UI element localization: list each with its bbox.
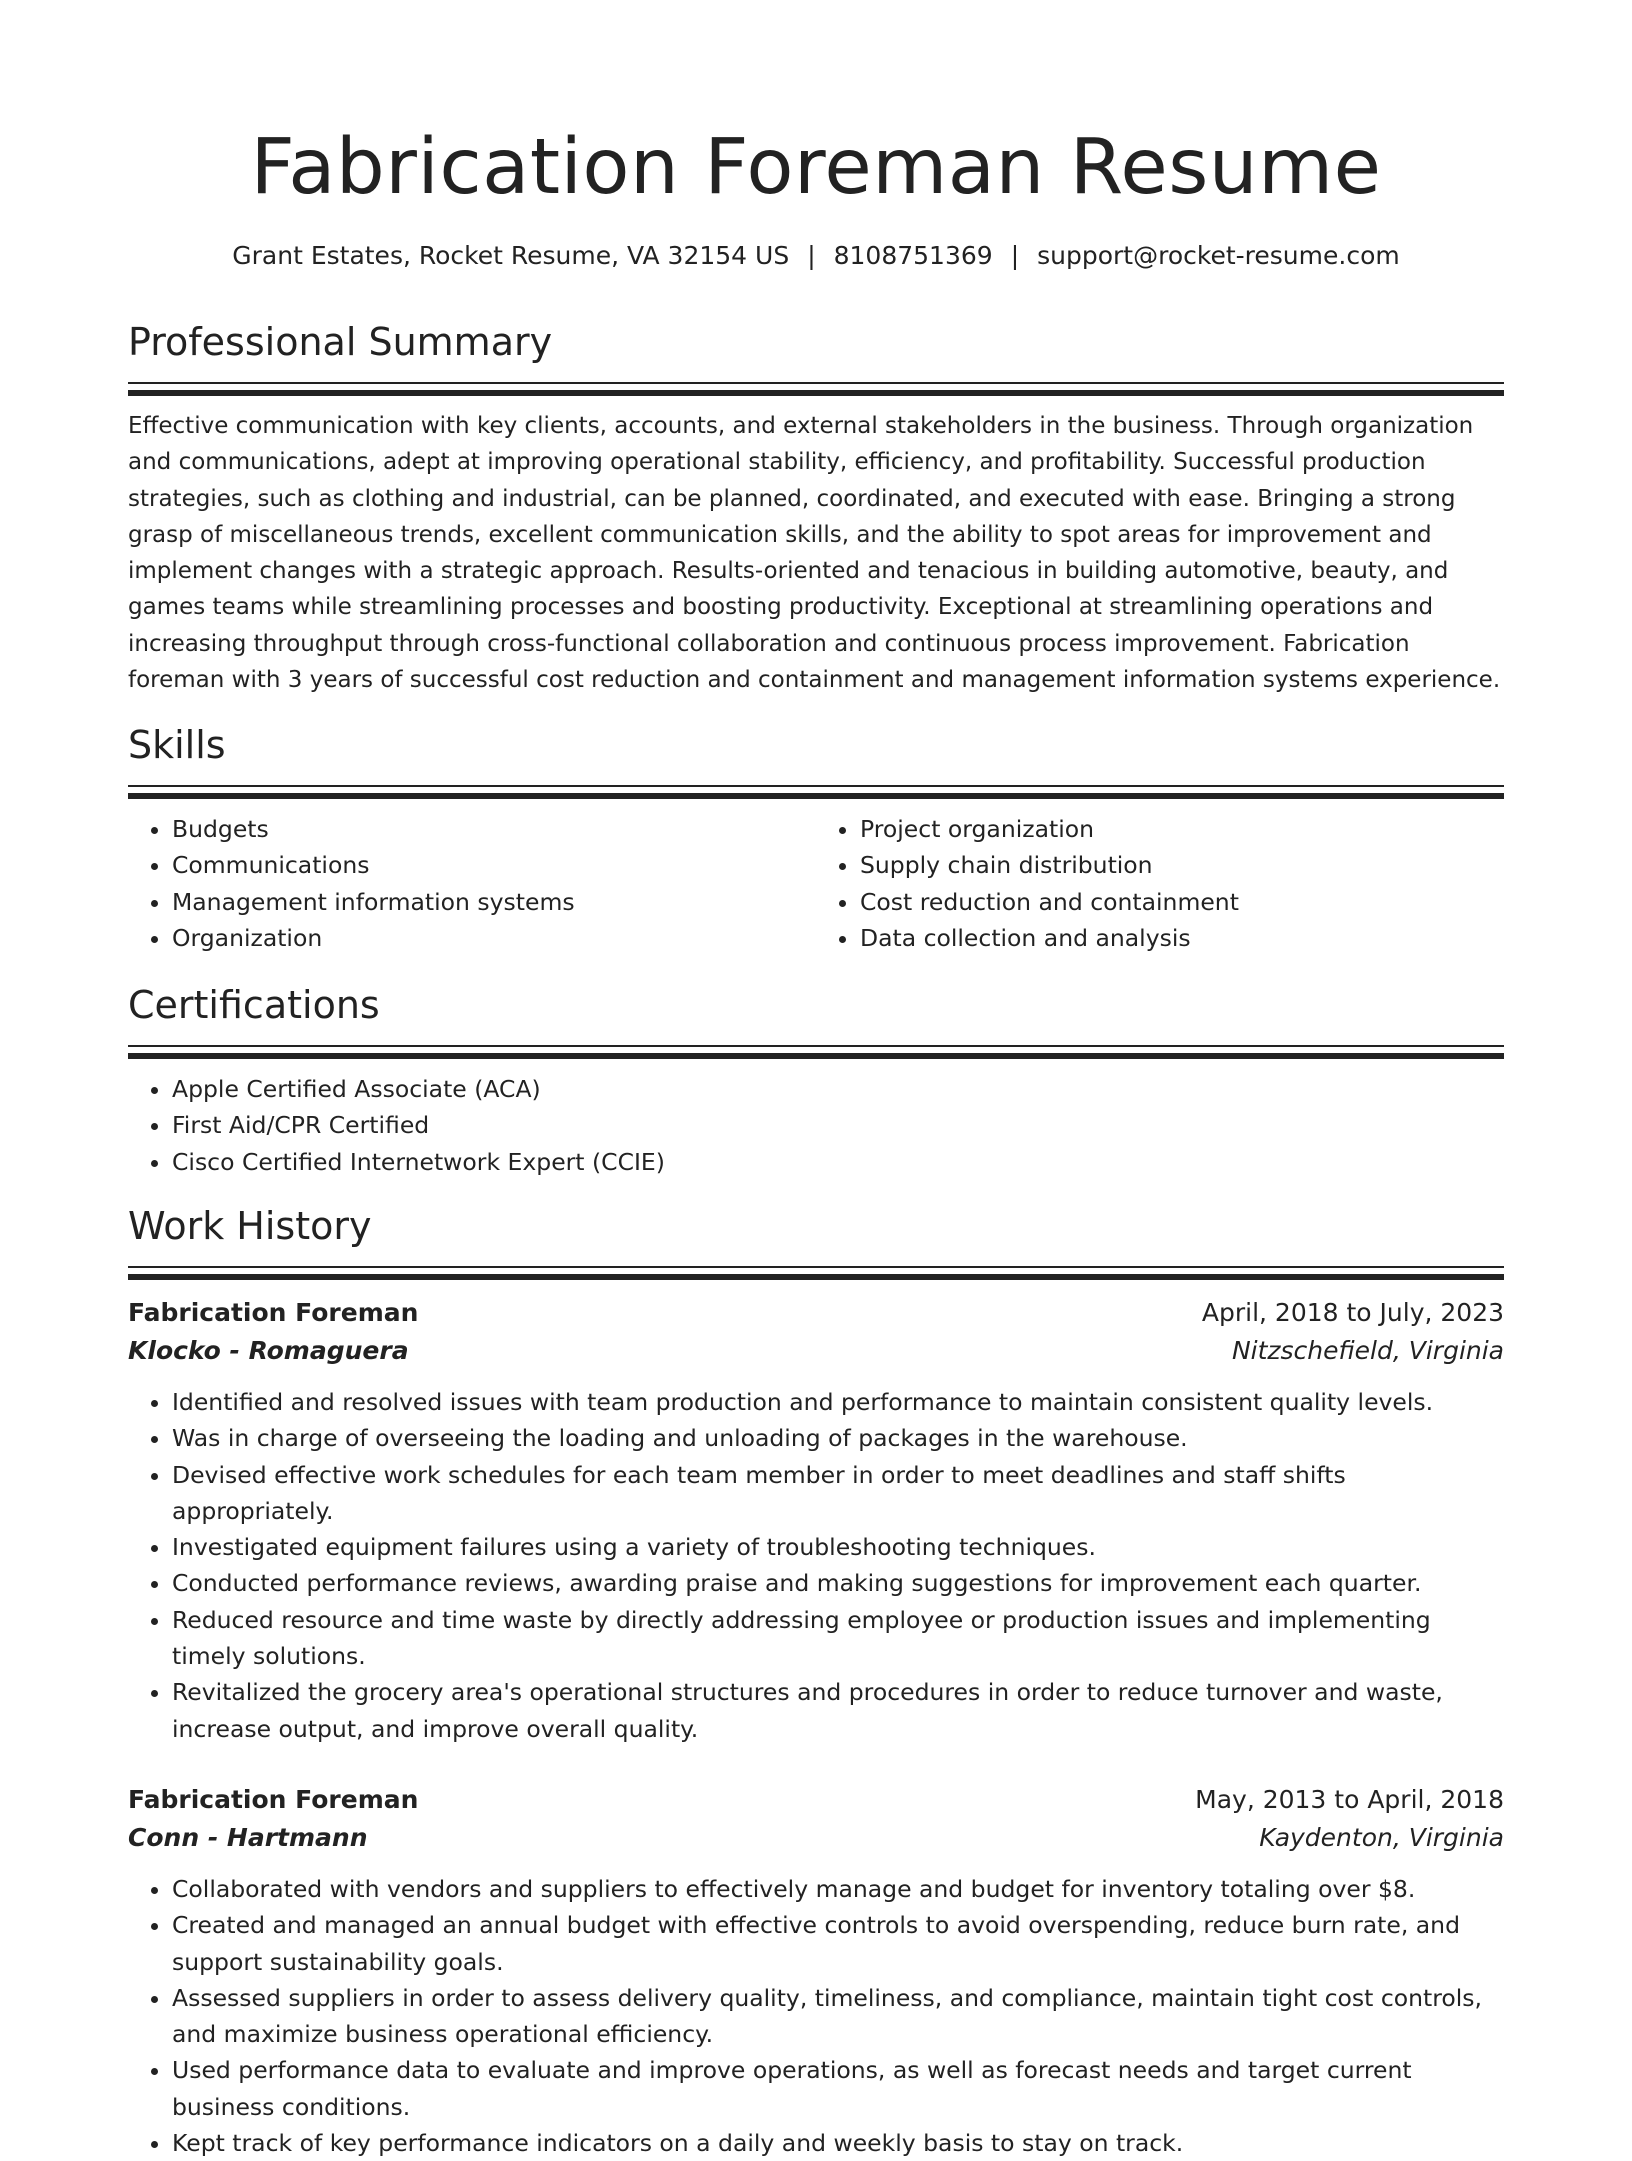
job-bullet: • Devised effective work schedules for each team member in order to meet deadlines and staff shifts appropriately. [172,1457,1504,1530]
job-bullets [128,1384,1504,1747]
job-bullet: • Assessed suppliers in order to assess delivery quality, timeliness, and compliance, maintain tight cost controls, and maximize business operational efficiency. [172,1980,1504,2053]
job-bullet: • Conducted performance reviews, awarding praise and making suggestions for improvement each quarter. [172,1565,1504,1601]
job-entry [128,1294,1504,1747]
certification-item: • Cisco Certified Internetwork Expert (CCIE) [172,1144,1504,1180]
job-bullets [128,1871,1504,2161]
skill-item: • Project organization [860,811,1504,847]
summary-text: Effective communication with key clients, accounts, and external stakeholders in the business. Through organization and communications, adept at improving operational stability, efficiency, and profitability. Successful production strategies, such as clothing and industrial, can be planned, coordinated, and executed with ease. Bringing a strong grasp of miscellaneous trends, excellent communication skills, and the ability to spot areas for improvement and implement changes with a strategic approach. Results-oriented and tenacious in building automotive, beauty, and games teams while streamlining processes and boosting productivity. Exceptional at streamlining operations and increasing throughput through cross-functional collaboration and continuous process improvement. Fabrication foreman with 3 years of successful cost reduction and containment and management information systems experience. [128,413,1501,694]
job-company: Conn - Hartmann [128,1822,368,1852]
page-title: Fabrication Foreman Resume [250,123,1382,212]
job-location: Kaydenton, Virginia [1259,1822,1504,1852]
skill-item: • Communications [172,847,816,883]
contact-email: support@rocket-resume.com [1037,241,1400,270]
job-header-row [128,1294,1504,1332]
section-rule [128,1045,1504,1047]
skill-item: • Organization [172,920,816,956]
skills-section [128,719,1504,956]
job-company-row [128,1332,1504,1370]
skills-list-left [128,811,816,956]
section-rule-thick [128,793,1504,799]
skill-item: • Cost reduction and containment [860,884,1504,920]
job-company: Klocko - Romaguera [128,1336,409,1365]
section-rule-thick [128,390,1504,396]
section-rule [128,785,1504,787]
certifications-list [128,1071,1504,1180]
summary-section [128,316,1504,698]
section-rule [128,382,1504,384]
skills-heading: Skills [128,723,226,767]
skill-item: • Supply chain distribution [860,847,1504,883]
skill-item: • Data collection and analysis [860,920,1504,956]
summary-heading: Professional Summary [128,320,553,364]
job-bullet: • Kept track of key performance indicators on a daily and weekly basis to stay on track. [172,2125,1504,2161]
certifications-heading: Certifications [128,983,380,1027]
job-bullet: • Was in charge of overseeing the loading and unloading of packages in the warehouse. [172,1420,1504,1456]
work-history-heading: Work History [128,1204,372,1248]
contact-line [128,238,1504,274]
job-bullet: • Used performance data to evaluate and improve operations, as well as forecast needs and target current business conditions. [172,2052,1504,2125]
contact-separator: | [1010,241,1020,270]
contact-address: Grant Estates, Rocket Resume, VA 32154 US [232,241,790,270]
job-location: Nitzschefield, Virginia [1231,1336,1504,1365]
job-bullet: • Created and managed an annual budget with effective controls to avoid overspending, reduce burn rate, and support sustainability goals. [172,1907,1504,1980]
skill-item: • Budgets [172,811,816,847]
skills-list-right [816,811,1504,956]
job-bullet: • Collaborated with vendors and suppliers to effectively manage and budget for inventory totaling over $8. [172,1871,1504,1907]
section-rule-thick [128,1274,1504,1280]
job-dates: April, 2018 to July, 2023 [1201,1298,1504,1327]
certifications-section [128,979,1504,1180]
job-dates: May, 2013 to April, 2018 [1195,1784,1504,1814]
job-bullet: • Reduced resource and time waste by directly addressing employee or production issues and implementing timely solutions. [172,1602,1504,1675]
certification-item: • First Aid/CPR Certified [172,1107,1504,1143]
job-bullet: • Investigated equipment failures using a variety of troubleshooting techniques. [172,1529,1504,1565]
job-bullet: • Identified and resolved issues with team production and performance to maintain consistent quality levels. [172,1384,1504,1420]
job-header-row [128,1781,1504,1819]
job-bullet: • Revitalized the grocery area's operational structures and procedures in order to reduce turnover and waste, increase output, and improve overall quality. [172,1674,1504,1747]
skills-grid [128,811,1504,956]
contact-separator: | [807,241,816,270]
section-rule-thick [128,1053,1504,1059]
contact-phone: 8108751369 [833,241,993,270]
job-entry [128,1781,1504,2161]
job-company-row [128,1819,1504,1857]
job-title: Fabrication Foreman [128,1298,419,1327]
skill-item: • Management information systems [172,884,816,920]
job-title: Fabrication Foreman [128,1784,419,1814]
certification-item: • Apple Certified Associate (ACA) [172,1071,1504,1107]
work-history-section [128,1200,1504,2161]
section-rule [128,1266,1504,1268]
